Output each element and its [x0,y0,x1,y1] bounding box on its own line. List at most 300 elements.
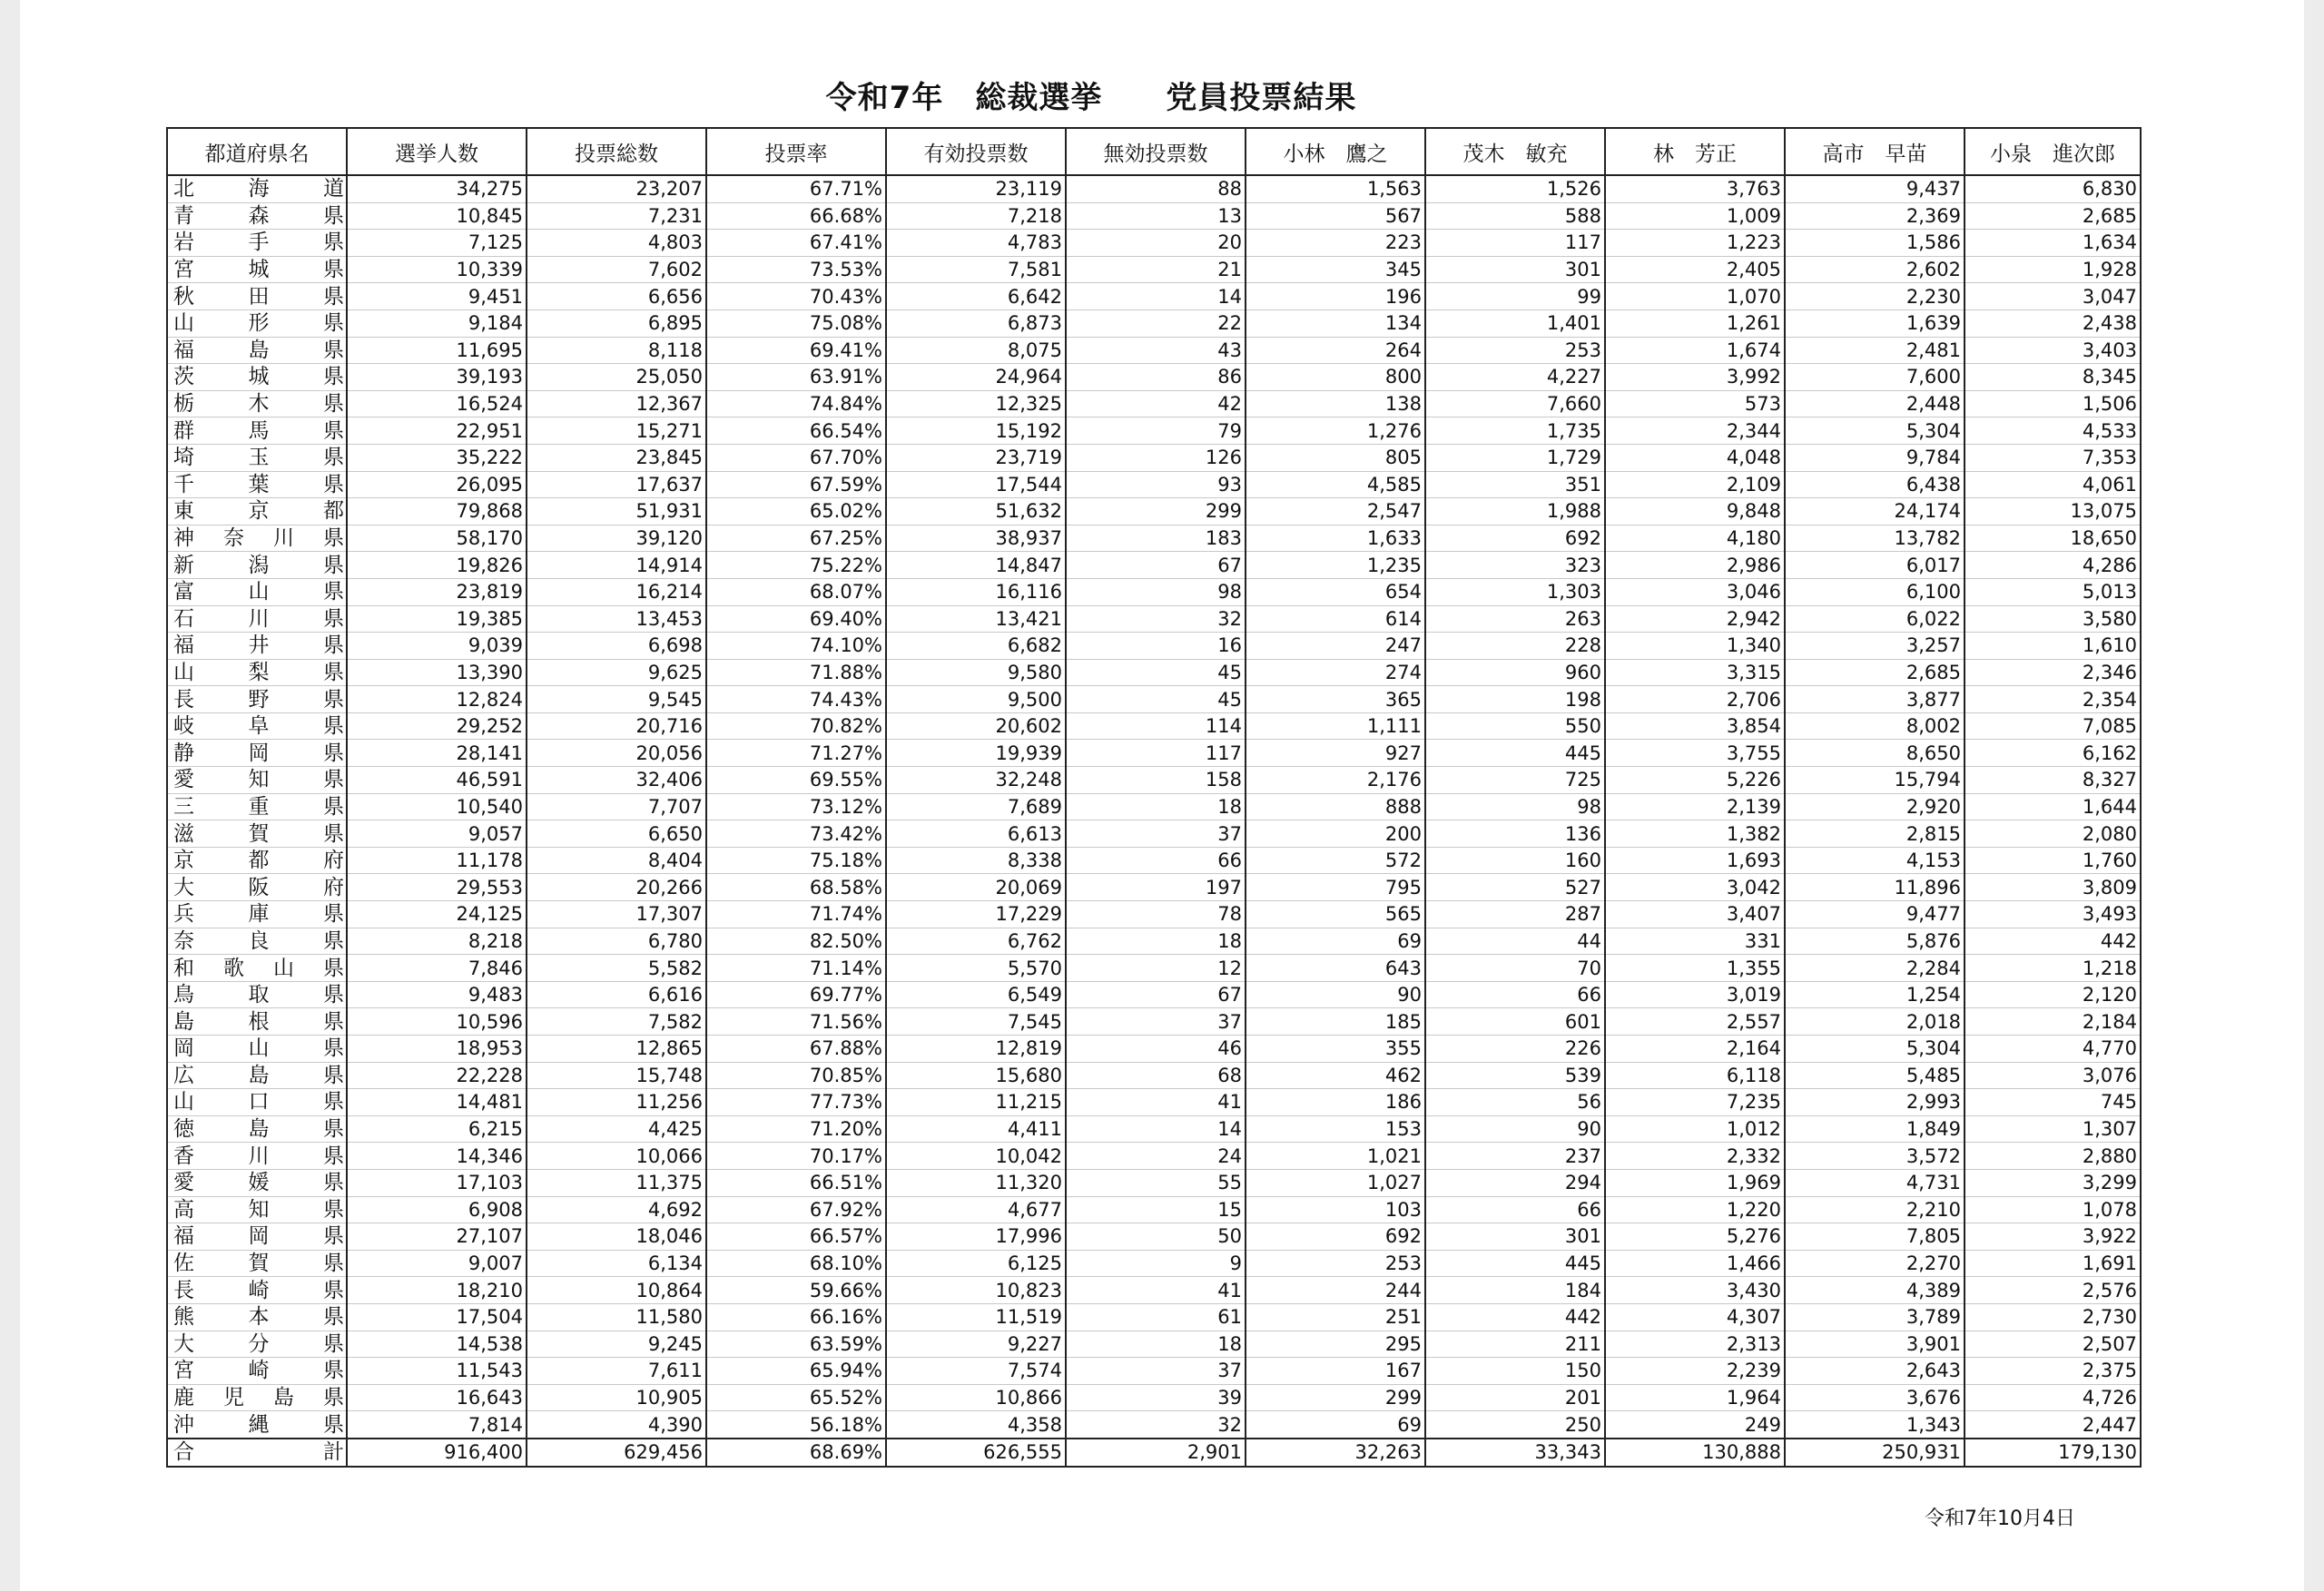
value-cell: 9,545 [527,686,706,713]
value-cell: 3,809 [1965,874,2141,901]
value-cell: 11,256 [527,1089,706,1116]
value-cell: 6,873 [886,309,1066,337]
value-cell: 1,639 [1785,309,1965,337]
value-cell: 301 [1425,1223,1605,1251]
value-cell: 4,677 [886,1196,1066,1223]
table-row [167,633,2141,660]
prefecture-name: 北 海 道 [173,177,344,201]
value-cell: 75.22% [706,552,886,579]
prefecture-cell [167,793,347,820]
value-cell: 244 [1246,1277,1425,1304]
value-cell: 67 [1066,552,1246,579]
value-cell: 17,637 [527,471,706,498]
table-row [167,981,2141,1008]
value-cell: 41 [1066,1277,1246,1304]
value-cell: 3,992 [1605,364,1785,391]
value-cell: 3,854 [1605,712,1785,740]
value-cell: 629,456 [527,1439,706,1467]
value-cell: 251 [1246,1303,1425,1331]
header-cell: 小泉 進次郎 [1965,128,2141,175]
value-cell: 66.16% [706,1303,886,1331]
table-row [167,471,2141,498]
value-cell: 23,819 [347,578,527,605]
value-cell: 1,760 [1965,847,2141,874]
value-cell: 201 [1425,1384,1605,1411]
value-cell: 10,905 [527,1384,706,1411]
value-cell: 1,506 [1965,390,2141,417]
prefecture-cell [167,1008,347,1036]
table-row [167,417,2141,445]
prefecture-cell [167,256,347,283]
prefecture-name: 徳 島 県 [173,1117,344,1142]
value-cell: 4,061 [1965,471,2141,498]
value-cell: 7,611 [527,1358,706,1385]
value-cell: 9,437 [1785,175,1965,202]
value-cell: 15,192 [886,417,1066,445]
prefecture-cell [167,1169,347,1196]
value-cell: 183 [1066,525,1246,552]
value-cell: 39,193 [347,364,527,391]
header-cell: 都道府県名 [167,128,347,175]
value-cell: 1,563 [1246,175,1425,202]
value-cell: 19,826 [347,552,527,579]
value-cell: 1,610 [1965,633,2141,660]
value-cell: 2,815 [1785,820,1965,848]
value-cell: 3,047 [1965,283,2141,310]
value-cell: 527 [1425,874,1605,901]
value-cell: 6,613 [886,820,1066,848]
prefecture-name: 島 根 県 [173,1009,344,1034]
value-cell: 351 [1425,471,1605,498]
value-cell: 8,075 [886,337,1066,364]
value-cell: 74.43% [706,686,886,713]
value-cell: 1,307 [1965,1115,2141,1143]
value-cell: 45 [1066,686,1246,713]
value-cell: 3,580 [1965,605,2141,633]
header-cell: 茂木 敏充 [1425,128,1605,175]
value-cell: 68.10% [706,1250,886,1277]
value-cell: 2,176 [1246,767,1425,794]
table-row [167,1089,2141,1116]
value-cell: 1,729 [1425,444,1605,471]
value-cell: 158 [1066,767,1246,794]
table-row [167,686,2141,713]
value-cell: 126 [1066,444,1246,471]
value-cell: 445 [1425,1250,1605,1277]
value-cell: 198 [1425,686,1605,713]
table-row [167,1331,2141,1358]
value-cell: 24,964 [886,364,1066,391]
value-cell: 7,581 [886,256,1066,283]
value-cell: 4,783 [886,230,1066,257]
value-cell: 86 [1066,364,1246,391]
value-cell: 10,596 [347,1008,527,1036]
value-cell: 249 [1605,1411,1785,1439]
value-cell: 11,375 [527,1169,706,1196]
value-cell: 3,403 [1965,337,2141,364]
value-cell: 200 [1246,820,1425,848]
value-cell: 2,313 [1605,1331,1785,1358]
value-cell: 67.71% [706,175,886,202]
value-cell: 186 [1246,1089,1425,1116]
value-cell: 59.66% [706,1277,886,1304]
value-cell: 250,931 [1785,1439,1965,1467]
value-cell: 134 [1246,309,1425,337]
prefecture-name: 宮 城 県 [173,258,344,282]
value-cell: 14,481 [347,1089,527,1116]
prefecture-cell [167,1036,347,1063]
value-cell: 78 [1066,901,1246,928]
value-cell: 117 [1066,740,1246,767]
value-cell: 4,227 [1425,364,1605,391]
value-cell: 15,794 [1785,767,1965,794]
value-cell: 4,731 [1785,1169,1965,1196]
value-cell: 18 [1066,928,1246,955]
prefecture-name: 合 計 [173,1440,344,1465]
value-cell: 264 [1246,337,1425,364]
value-cell: 7,707 [527,793,706,820]
value-cell: 10,540 [347,793,527,820]
value-cell: 11,519 [886,1303,1066,1331]
value-cell: 20,266 [527,874,706,901]
table-row [167,1062,2141,1089]
value-cell: 9,625 [527,659,706,686]
prefecture-cell [167,1303,347,1331]
value-cell: 9,227 [886,1331,1066,1358]
value-cell: 98 [1066,578,1246,605]
value-cell: 7,600 [1785,364,1965,391]
value-cell: 9,500 [886,686,1066,713]
value-cell: 32,406 [527,767,706,794]
value-cell: 15,680 [886,1062,1066,1089]
value-cell: 3,922 [1965,1223,2141,1251]
prefecture-name: 岩 手 県 [173,231,344,255]
value-cell: 93 [1066,471,1246,498]
value-cell: 11,543 [347,1358,527,1385]
value-cell: 2,230 [1785,283,1965,310]
prefecture-cell [167,1115,347,1143]
table-row [167,740,2141,767]
prefecture-cell [167,981,347,1008]
value-cell: 67.25% [706,525,886,552]
value-cell: 7,582 [527,1008,706,1036]
value-cell: 253 [1425,337,1605,364]
value-cell: 1,254 [1785,981,1965,1008]
prefecture-name: 茨 城 県 [173,365,344,389]
value-cell: 10,066 [527,1143,706,1170]
prefecture-cell [167,578,347,605]
value-cell: 295 [1246,1331,1425,1358]
value-cell: 130,888 [1605,1439,1785,1467]
value-cell: 10,845 [347,202,527,230]
value-cell: 8,338 [886,847,1066,874]
value-cell: 5,876 [1785,928,1965,955]
value-cell: 4,390 [527,1411,706,1439]
prefecture-cell [167,525,347,552]
value-cell: 17,504 [347,1303,527,1331]
value-cell: 6,162 [1965,740,2141,767]
value-cell: 2,405 [1605,256,1785,283]
value-cell: 6,895 [527,309,706,337]
value-cell: 2,184 [1965,1008,2141,1036]
value-cell: 9,184 [347,309,527,337]
value-cell: 9,007 [347,1250,527,1277]
prefecture-name: 福 島 県 [173,338,344,362]
value-cell: 82.50% [706,928,886,955]
value-cell: 2,344 [1605,417,1785,445]
value-cell: 4,770 [1965,1036,2141,1063]
value-cell: 916,400 [347,1439,527,1467]
value-cell: 927 [1246,740,1425,767]
value-cell: 90 [1425,1115,1605,1143]
value-cell: 18,046 [527,1223,706,1251]
prefecture-cell [167,1143,347,1170]
value-cell: 9,784 [1785,444,1965,471]
value-cell: 69.40% [706,605,886,633]
value-cell: 69 [1246,928,1425,955]
header-cell: 高市 早苗 [1785,128,1965,175]
value-cell: 573 [1605,390,1785,417]
value-cell: 643 [1246,955,1425,982]
value-cell: 17,996 [886,1223,1066,1251]
value-cell: 601 [1425,1008,1605,1036]
value-cell: 43 [1066,337,1246,364]
value-cell: 2,239 [1605,1358,1785,1385]
header-cell: 選挙人数 [347,128,527,175]
value-cell: 3,042 [1605,874,1785,901]
value-cell: 795 [1246,874,1425,901]
value-cell: 63.59% [706,1331,886,1358]
value-cell: 88 [1066,175,1246,202]
value-cell: 20,056 [527,740,706,767]
value-cell: 3,430 [1605,1277,1785,1304]
prefecture-name: 熊 本 県 [173,1305,344,1330]
value-cell: 550 [1425,712,1605,740]
value-cell: 4,692 [527,1196,706,1223]
value-cell: 24 [1066,1143,1246,1170]
value-cell: 23,719 [886,444,1066,471]
value-cell: 6,215 [347,1115,527,1143]
value-cell: 2,685 [1965,202,2141,230]
value-cell: 46,591 [347,767,527,794]
value-cell: 14,847 [886,552,1066,579]
table-row [167,1277,2141,1304]
value-cell: 13,390 [347,659,527,686]
value-cell: 32 [1066,605,1246,633]
value-cell: 2,018 [1785,1008,1965,1036]
value-cell: 66.54% [706,417,886,445]
value-cell: 1,633 [1246,525,1425,552]
value-cell: 9,039 [347,633,527,660]
value-cell: 7,660 [1425,390,1605,417]
value-cell: 20,716 [527,712,706,740]
value-cell: 1,012 [1605,1115,1785,1143]
value-cell: 4,411 [886,1115,1066,1143]
value-cell: 2,993 [1785,1089,1965,1116]
table-row [167,1384,2141,1411]
value-cell: 1,111 [1246,712,1425,740]
value-cell: 1,634 [1965,230,2141,257]
table-row [167,928,2141,955]
value-cell: 572 [1246,847,1425,874]
prefecture-name: 東 京 都 [173,499,344,524]
value-cell: 17,544 [886,471,1066,498]
value-cell: 185 [1246,1008,1425,1036]
value-cell: 6,656 [527,283,706,310]
table-row [167,1169,2141,1196]
value-cell: 12,819 [886,1036,1066,1063]
value-cell: 12,325 [886,390,1066,417]
prefecture-name: 香 川 県 [173,1144,344,1168]
value-cell: 24,125 [347,901,527,928]
value-cell: 10,823 [886,1277,1066,1304]
value-cell: 3,676 [1785,1384,1965,1411]
value-cell: 2,986 [1605,552,1785,579]
value-cell: 6,118 [1605,1062,1785,1089]
prefecture-cell [167,686,347,713]
value-cell: 71.56% [706,1008,886,1036]
value-cell: 3,877 [1785,686,1965,713]
header-cell: 林 芳正 [1605,128,1785,175]
value-cell: 1,303 [1425,578,1605,605]
value-cell: 3,763 [1605,175,1785,202]
value-cell: 12,824 [347,686,527,713]
value-cell: 79,868 [347,498,527,525]
prefecture-cell [167,955,347,982]
value-cell: 11,580 [527,1303,706,1331]
prefecture-cell [167,471,347,498]
value-cell: 2,120 [1965,981,2141,1008]
prefecture-name: 岐 阜 県 [173,714,344,739]
value-cell: 3,076 [1965,1062,2141,1089]
value-cell: 4,533 [1965,417,2141,445]
value-cell: 8,218 [347,928,527,955]
value-cell: 4,389 [1785,1277,1965,1304]
value-cell: 745 [1965,1089,2141,1116]
value-cell: 250 [1425,1411,1605,1439]
value-cell: 1,644 [1965,793,2141,820]
value-cell: 9,057 [347,820,527,848]
value-cell: 1,674 [1605,337,1785,364]
value-cell: 45 [1066,659,1246,686]
value-cell: 69 [1246,1411,1425,1439]
value-cell: 1,693 [1605,847,1785,874]
table-row [167,605,2141,633]
value-cell: 7,689 [886,793,1066,820]
value-cell: 67.59% [706,471,886,498]
value-cell: 4,803 [527,230,706,257]
value-cell: 1,021 [1246,1143,1425,1170]
value-cell: 800 [1246,364,1425,391]
value-cell: 1,027 [1246,1169,1425,1196]
value-cell: 22 [1066,309,1246,337]
value-cell: 12,865 [527,1036,706,1063]
total-row [167,1439,2141,1467]
value-cell: 5,276 [1605,1223,1785,1251]
value-cell: 6,438 [1785,471,1965,498]
value-cell: 9,483 [347,981,527,1008]
prefecture-name: 山 口 県 [173,1090,344,1115]
value-cell: 6,908 [347,1196,527,1223]
value-cell: 5,226 [1605,767,1785,794]
value-cell: 17,103 [347,1169,527,1196]
value-cell: 12 [1066,955,1246,982]
value-cell: 2,375 [1965,1358,2141,1385]
value-cell: 56 [1425,1089,1605,1116]
value-cell: 18,210 [347,1277,527,1304]
value-cell: 14 [1066,1115,1246,1143]
value-cell: 3,789 [1785,1303,1965,1331]
value-cell: 588 [1425,202,1605,230]
value-cell: 74.84% [706,390,886,417]
value-cell: 442 [1425,1303,1605,1331]
prefecture-name: 奈 良 県 [173,928,344,953]
value-cell: 65.52% [706,1384,886,1411]
prefecture-name: 佐 賀 県 [173,1252,344,1276]
table-row [167,1250,2141,1277]
value-cell: 5,304 [1785,1036,1965,1063]
value-cell: 71.14% [706,955,886,982]
value-cell: 4,048 [1605,444,1785,471]
value-cell: 2,920 [1785,793,1965,820]
value-cell: 3,046 [1605,578,1785,605]
value-cell: 1,355 [1605,955,1785,982]
value-cell: 67.41% [706,230,886,257]
prefecture-name: 高 知 県 [173,1197,344,1222]
value-cell: 138 [1246,390,1425,417]
header-row [167,128,2141,175]
value-cell: 7,235 [1605,1089,1785,1116]
value-cell: 2,109 [1605,471,1785,498]
value-cell: 66 [1425,981,1605,1008]
value-cell: 3,901 [1785,1331,1965,1358]
prefecture-cell [167,874,347,901]
value-cell: 1,401 [1425,309,1605,337]
value-cell: 1,235 [1246,552,1425,579]
value-cell: 11,215 [886,1089,1066,1116]
table-row [167,901,2141,928]
value-cell: 68.58% [706,874,886,901]
value-cell: 2,880 [1965,1143,2141,1170]
table-row [167,1411,2141,1439]
value-cell: 27,107 [347,1223,527,1251]
value-cell: 462 [1246,1062,1425,1089]
prefecture-cell [167,1277,347,1304]
value-cell: 9,451 [347,283,527,310]
value-cell: 3,019 [1605,981,1785,1008]
value-cell: 365 [1246,686,1425,713]
value-cell: 23,119 [886,175,1066,202]
value-cell: 301 [1425,256,1605,283]
value-cell: 44 [1425,928,1605,955]
value-cell: 6,762 [886,928,1066,955]
value-cell: 4,307 [1605,1303,1785,1331]
results-table [166,127,2142,1468]
table-row [167,1196,2141,1223]
value-cell: 3,299 [1965,1169,2141,1196]
table-row [167,256,2141,283]
value-cell: 24,174 [1785,498,1965,525]
prefecture-name: 滋 賀 県 [173,821,344,846]
value-cell: 18 [1066,1331,1246,1358]
value-cell: 6,100 [1785,578,1965,605]
table-row [167,820,2141,848]
value-cell: 66 [1066,847,1246,874]
value-cell: 13,421 [886,605,1066,633]
value-cell: 19,939 [886,740,1066,767]
table-row [167,1115,2141,1143]
table-row [167,498,2141,525]
